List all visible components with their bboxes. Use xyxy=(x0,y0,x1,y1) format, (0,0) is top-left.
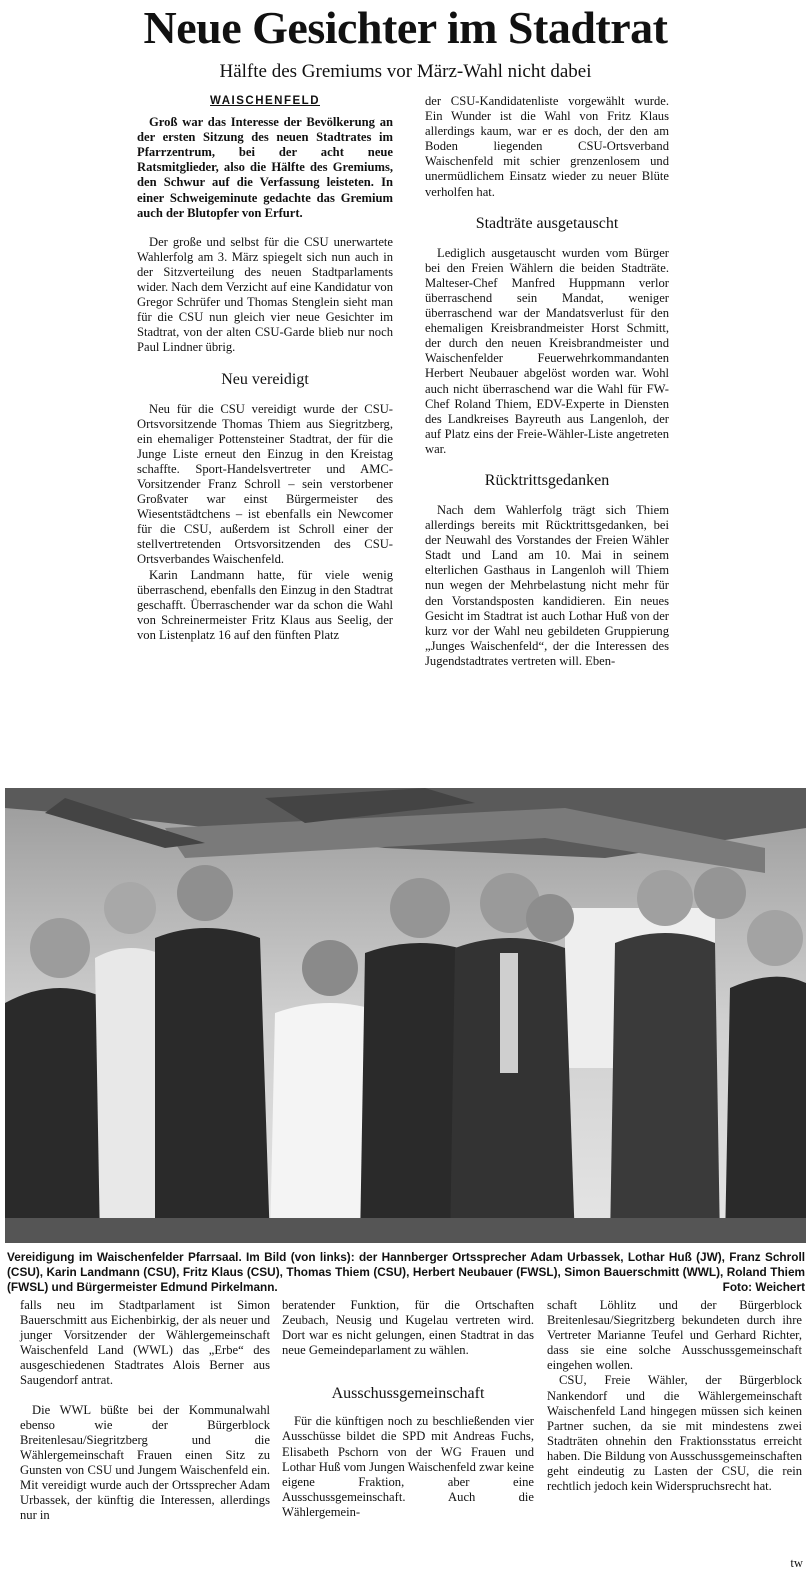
subheadline: Hälfte des Gremiums vor März-Wahl nicht dabei xyxy=(219,61,592,82)
body-paragraph: Der große und selbst für die CSU unerwartete Wahlerfolg am 3. März spiegelt sich nun auch in der Sitzverteilung des neuen Stadtparlaments wider. Nach dem Verzicht auf eine Kandidatur von Gregor Schrüfer und Thomas Stenglein sieht man für die CSU nun gleich vier neue Gesichter im Stadtrat, von der alten CSU-Garde blieb nur noch Paul Lindner übrig. xyxy=(137,234,393,355)
body-paragraph: CSU, Freie Wähler, der Bürgerblock Nankendorf und die Wählergemeinschaft Waischenfeld Land hingegen müssen sich keinen Partner suchen, da sie mit mindestens zwei Stadträten ohnehin den Fraktionsstatus erreicht haben. Die Bildung von Ausschussgemeinschaften geht eindeutig zu Lasten der CSU, die rein rechtlich jedoch kein Widerspruchsrecht hat. xyxy=(547,1373,802,1494)
body-paragraph: Neu für die CSU vereidigt wurde der CSU-Ortsvorsitzende Thomas Thiem aus Siegritzberg, ein ehemaliger Pottensteiner Stadtrat, der für die Junge Liste erneut den Einzug in den Kreistag schaffte. Sport-Handelsvertreter und AMC-Vorsitzender Franz Schroll – sein verstorbener Großvater war einst Bürgermeister des Wiesentstädtchens – ist ebenfalls ein Newcomer für die CSU, außerdem ist Schroll einer der stellvertretenden Ortsvorsitzenden des CSU-Ortsverbandes Waischenfeld. xyxy=(137,401,393,567)
column-2 xyxy=(425,94,669,669)
section-heading: Ausschussgemeinschaft xyxy=(331,1385,485,1403)
section-heading: Rücktrittsgedanken xyxy=(484,471,610,489)
body-paragraph: Nach dem Wahlerfolg trägt sich Thiem allerdings bereits mit Rücktrittsgedanken, bei der Neuwahl des Vorstandes der Freien Wähler Stadt und Land am 10. Mai in seinem elterlichen Gasthaus in Langenloh will Thiem nun wegen der Mehrbelastung nicht mehr für den Vorstandsposten kandidieren. Ein neues Gesicht im Stadtrat ist auch Lothar Huß von der kurz vor der Wahl neu gebildeten Gruppierung „Junges Waischenfeld“, der die Interessen des Jugendstadtrates vertreten will. Eben- xyxy=(425,502,669,668)
bottom-column-2 xyxy=(282,1298,534,1520)
body-paragraph: der CSU-Kandidatenliste vorgewählt wurde. Ein Wunder ist die Wahl von Fritz Klaus allerdings kaum, war er es doch, der den am Boden liegenden CSU-Ortsverband Waischenfeld mit schier grenzenlosem und unermüdlichem Einsatz wieder zu neuer Blüte verholfen hat. xyxy=(425,94,669,199)
author-initials: tw xyxy=(790,1556,803,1570)
dateline: WAISCHENFELD xyxy=(210,95,320,107)
section-heading: Neu vereidigt xyxy=(221,370,309,388)
body-paragraph: beratender Funktion, für die Ortschaften Zeubach, Neusig und Kugelau vertreten wird. Dort war es nicht gelungen, einen Stadtrat in das neue Gemeindeparlament zu wählen. xyxy=(282,1298,534,1358)
body-paragraph: Für die künftigen noch zu beschließenden vier Ausschüsse bildet die SPD mit Andreas Fuchs, Elisabeth Pschorn von der WG Frauen und Lothar Huß vom Jungen Waischenfeld zwar keine eigene Fraktion, aber eine Ausschussgemeinschaft. Auch die Wählergemein- xyxy=(282,1414,534,1519)
body-paragraph: falls neu im Stadtparlament ist Simon Bauerschmitt aus Eichenbirkig, der als neuer und junger Vorsitzender der Wählergemeinschaft Waischenfeld Land (WWL) das „Erbe“ des ausgeschiedenen Stadtrates Alois Berner aus Saugendorf antrat. xyxy=(20,1298,270,1388)
body-paragraph: Karin Landmann hatte, für viele wenig überraschend, ebenfalls den Einzug in den Stadtrat geschafft. Überraschender war da schon die Wahl von Schreinermeister Fritz Klaus aus Seelig, der von Listenplatz 16 auf den fünften Platz xyxy=(137,567,393,642)
group-photo-image xyxy=(5,788,806,1243)
lead-paragraph: Groß war das Interesse der Bevölkerung an der ersten Sitzung des neuen Stadtrates im Pfarrzentrum, bei der acht neue Ratsmitglieder, also die Hälfte des Gremiums, den Schwur auf die Verfassung leisteten. In einer Schweigeminute gedachte das Gremium auch der Blutopfer von Erfurt. xyxy=(137,115,393,220)
bottom-column-1 xyxy=(20,1298,270,1523)
body-paragraph: Die WWL büßte bei der Kommunalwahl ebenso wie der Bürgerblock Breitenlesau/Siegritzberg und die Wählergemeinschaft Frauen einen Sitz zu Gunsten von CSU und Jungem Waischenfeld ein. Mit vereidigt wurde auch der Ortssprecher Adam Urbassek, der künftig die Interessen, allerdings nur in xyxy=(20,1402,270,1523)
caption-text: Vereidigung im Waischenfelder Pfarrsaal. Im Bild (von links): der Hannberger Ortssprecher Adam Urbassek, Lothar Huß (JW), Franz Schroll (CSU), Karin Landmann (CSU), Fritz Klaus (CSU), Thomas Thiem (CSU), Herbert Neubauer (FWSL), Simon Bauerschmitt (WWL), Roland Thiem (FWSL) und Bürgermeister Edmund Pirkelmann. xyxy=(7,1250,805,1294)
body-paragraph: schaft Löhlitz und der Bürgerblock Breitenlesau/Siegritzberg bekundeten durch ihre Vertreter Marianne Teufel und Gerhard Richter, dass sie eine solche Ausschussgemeinschaft eingehen wollen. xyxy=(547,1298,802,1373)
section-heading: Stadträte ausgetauscht xyxy=(475,214,619,232)
group-photo xyxy=(5,788,806,1243)
headline: Neue Gesichter im Stadtrat xyxy=(143,2,668,53)
photo-caption xyxy=(7,1250,805,1295)
column-1 xyxy=(137,94,393,643)
bottom-column-3 xyxy=(547,1298,802,1494)
photo-credit: Foto: Weichert xyxy=(722,1280,805,1294)
body-paragraph: Lediglich ausgetauscht wurden vom Bürger bei den Freien Wählern die beiden Stadträte. Malteser-Chef Manfred Huppmann verlor überraschend sein Mandat, weniger überraschend war der Mandatsverlust für den ehemaligen Kreisbrandmeister Horst Schmitt, der durch den neuen Kreisbrandmeister und Waischenfelder Feuerwehrkommandanten Herbert Neubauer abgelöst worden war. Wohl auch nicht überraschend war die Wahl für FW-Chef Roland Thiem, EDV-Experte in Diensten des Landkreises Bayreuth aus Langenloh, der auf Platz eins der Freie-Wähler-Liste angetreten war. xyxy=(425,245,669,456)
